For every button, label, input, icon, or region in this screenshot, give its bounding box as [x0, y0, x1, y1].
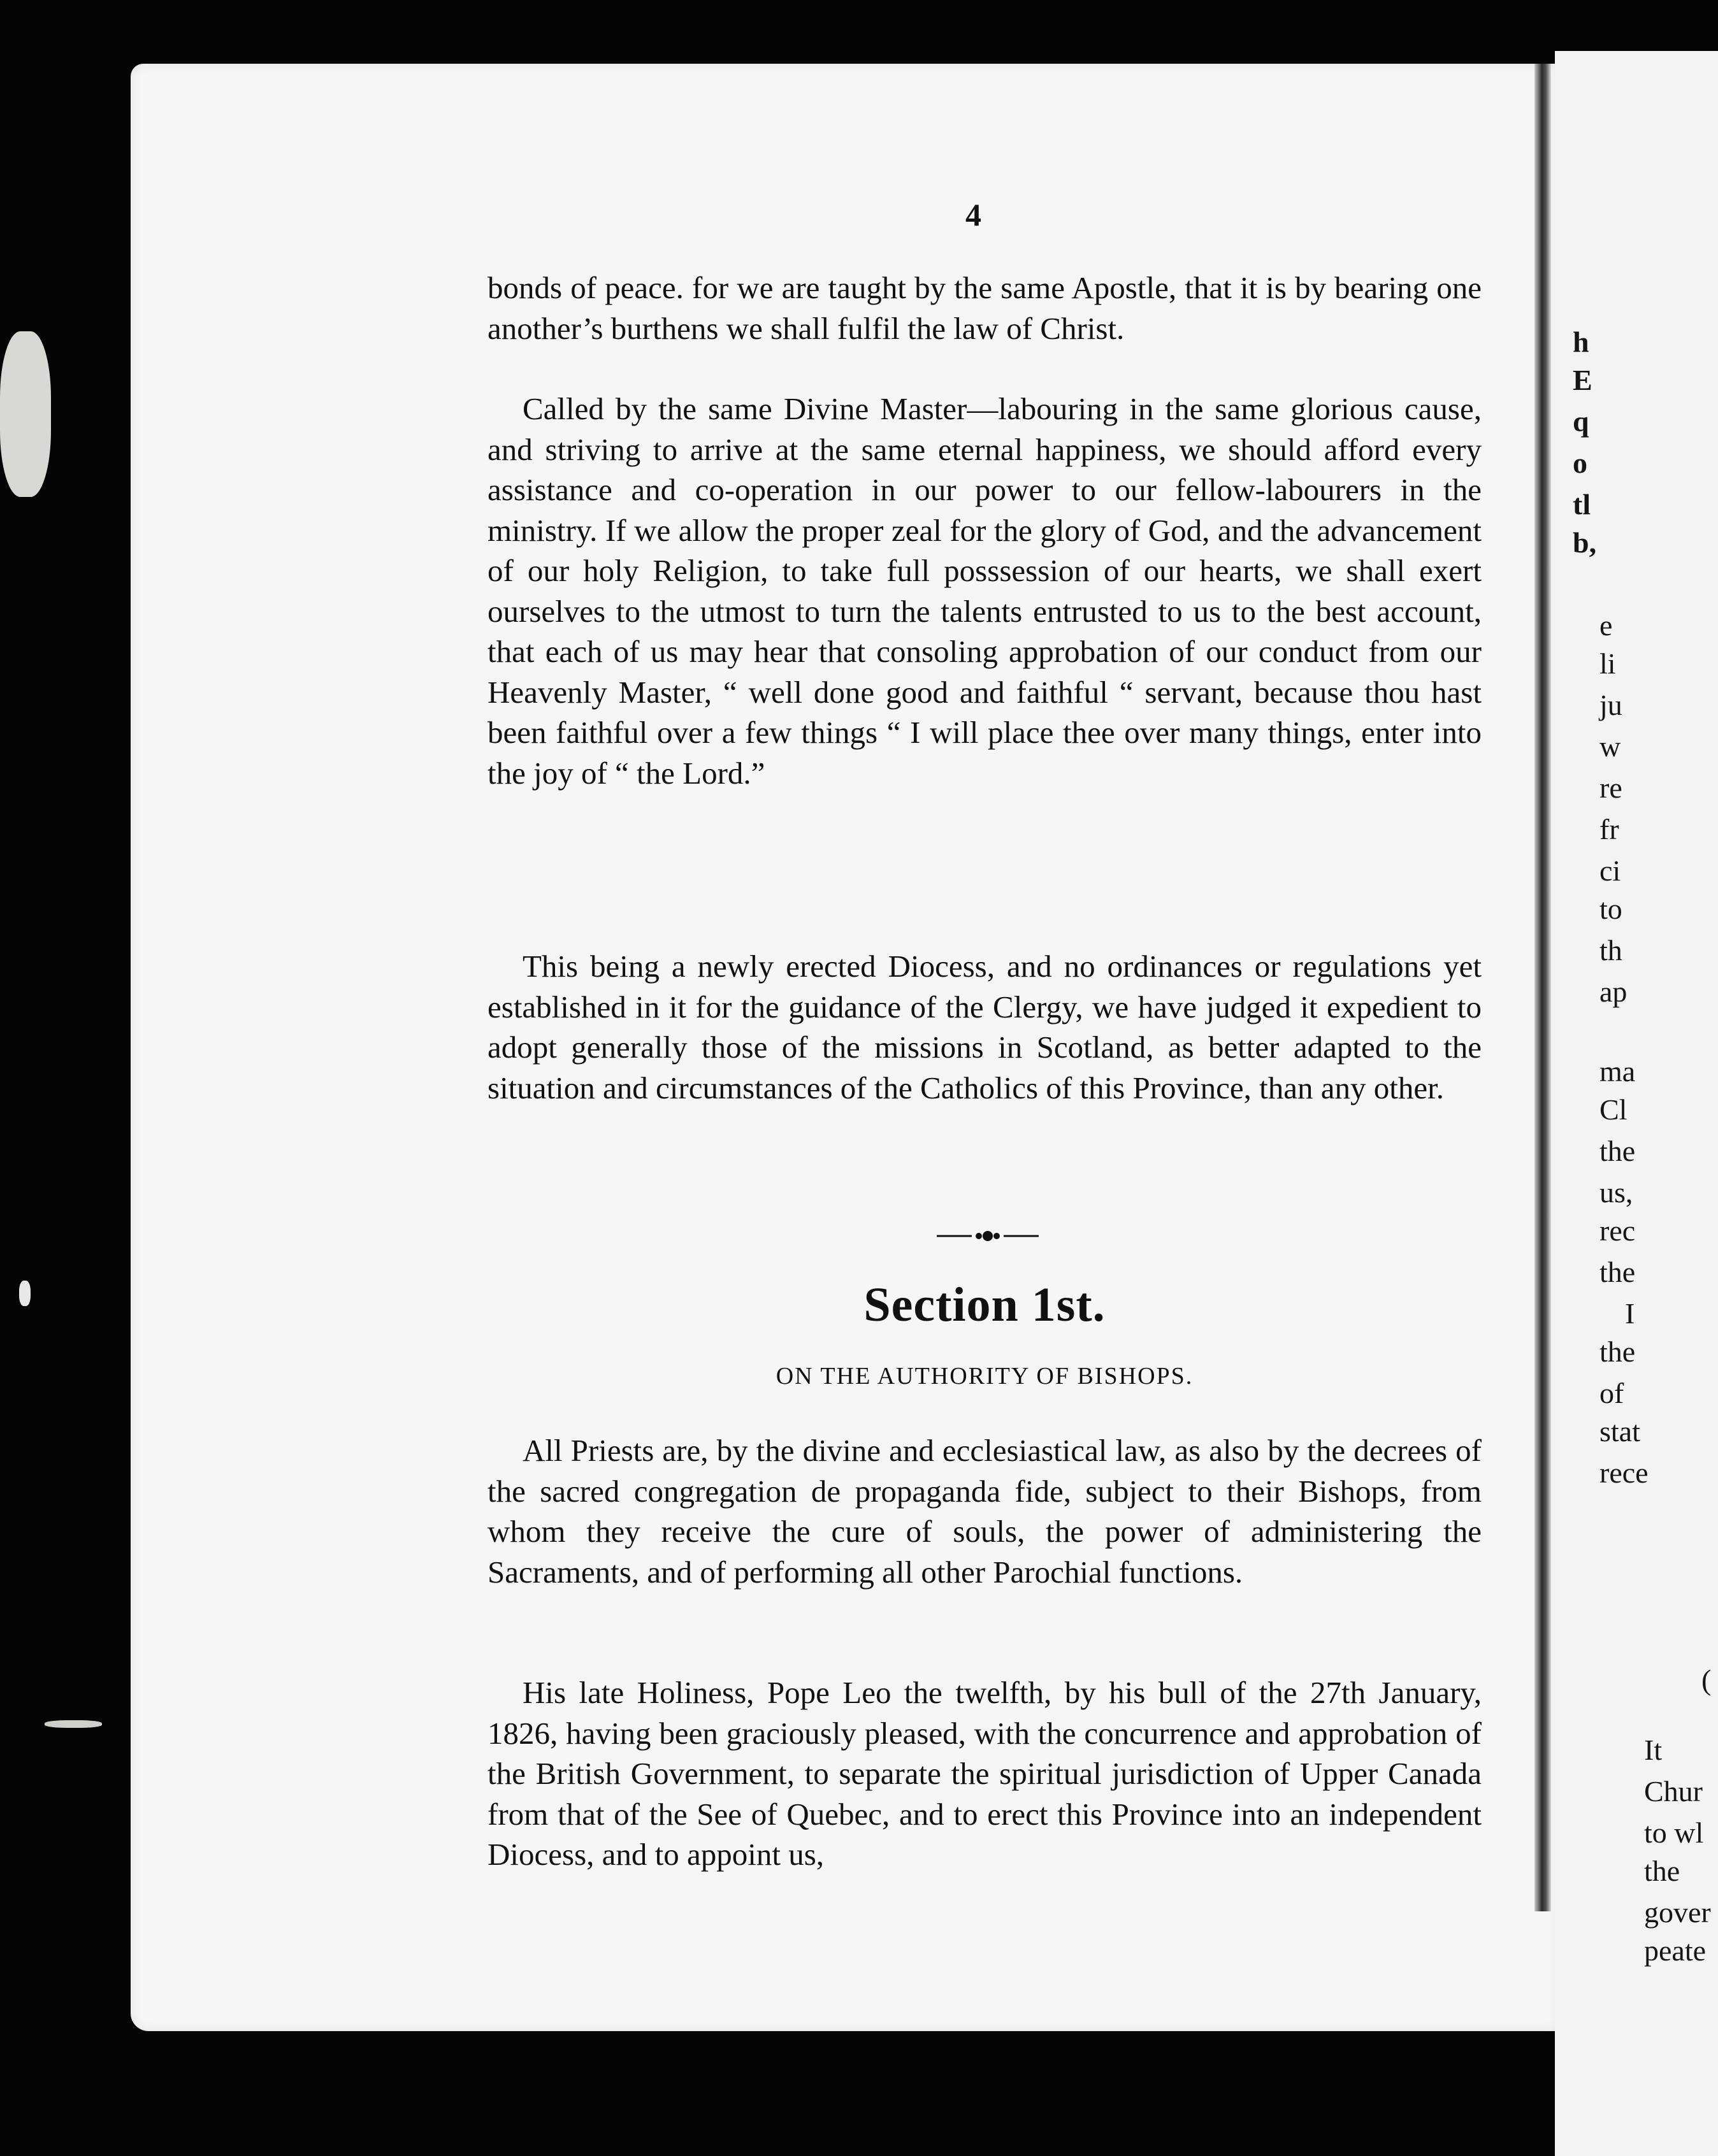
adjacent-text-fragment: peate: [1644, 1934, 1707, 1967]
adjacent-text-fragment: ju: [1599, 689, 1622, 721]
adjacent-text-fragment: li: [1599, 647, 1616, 680]
binding-debris: [0, 331, 51, 497]
paragraph-new-diocess: This being a newly erected Diocess, and no ordinances or regulations yet established in it for the guidance of the Clergy, we have judged it expedient to adopt generally those of the missions in Scotland, as better adapted to the situation and circumstances of the Catholics of this Province, than any other.: [487, 949, 1482, 1105]
adjacent-text-fragment: the: [1644, 1855, 1680, 1887]
adjacent-text-fragment: gover: [1644, 1896, 1711, 1929]
adjacent-text-fragment: the: [1599, 1335, 1636, 1368]
ornament-divider: [937, 1230, 1039, 1242]
page-number: 4: [965, 197, 981, 233]
adjacent-text-fragment: re: [1599, 772, 1622, 804]
adjacent-text-fragment: (: [1701, 1664, 1712, 1696]
adjacent-text-fragment: tl: [1573, 488, 1591, 521]
adjacent-text-fragment: q: [1573, 405, 1589, 438]
adjacent-text-fragment: h: [1573, 326, 1589, 358]
paragraph-called-by: Called by the same Divine Master—labouring in the same glorious cause, and striving to arrive at the same eternal happiness, we should afford every assistance and co-operation in our power to our fellow-labourers in the ministry. If we allow the proper zeal for the glory of God, and the advancement of our holy Religion, to take full posssession of our hearts, we shall exert ourselves to the utmost to turn the talents entrusted to us to the best account, that each of us may hear that consoling approbation of our conduct from our Heavenly Master, “ well done good and faithful “ servant, because thou hast been faithful over a few things “ I will place thee over many things, enter into the joy of “ the Lord.”: [487, 391, 1482, 791]
adjacent-text-fragment: It: [1644, 1734, 1663, 1766]
paragraph-pope-leo: His late Holiness, Pope Leo the twelfth, by his bull of the 27th January, 1826, having been graciously pleased, with the concurrence and approbation of the British Government, to separate the spiritual jurisdiction of Upper Canada from that of the See of Quebec, and to erect this Province into an independent Diocess, and to appoint us,: [487, 1675, 1482, 1872]
adjacent-text-fragment: to wl: [1644, 1816, 1704, 1849]
section-title: Section 1st.: [863, 1278, 1106, 1332]
adjacent-text-fragment: us,: [1599, 1176, 1633, 1209]
adjacent-text-fragment: e: [1599, 609, 1613, 642]
adjacent-text-fragment: o: [1573, 447, 1587, 479]
adjacent-text-fragment: fr: [1599, 813, 1619, 845]
binding-debris: [19, 1281, 31, 1306]
adjacent-text-fragment: w: [1599, 730, 1621, 763]
binding-debris: [45, 1720, 102, 1728]
section-subtitle: ON THE AUTHORITY OF BISHOPS.: [776, 1363, 1194, 1390]
adjacent-text-fragment: Chur: [1644, 1775, 1703, 1807]
adjacent-text-fragment: b,: [1573, 526, 1597, 559]
adjacent-text-fragment: th: [1599, 934, 1622, 967]
adjacent-text-fragment: rece: [1599, 1456, 1649, 1489]
adjacent-text-fragment: ap: [1599, 975, 1628, 1008]
adjacent-text-fragment: rec: [1599, 1214, 1636, 1247]
adjacent-text-fragment: ma: [1599, 1055, 1636, 1088]
adjacent-text-fragment: the: [1599, 1256, 1636, 1288]
adjacent-text-fragment: of: [1599, 1377, 1624, 1409]
book-gutter: [1534, 64, 1551, 1911]
paragraph-all-priests: All Priests are, by the divine and ecclesiastical law, as also by the decrees of the sacred congregation de propaganda fide, subject to their Bishops, from whom they receive the cure of souls, the power of administering the Sacraments, and of performing all other Parochial functions.: [487, 1433, 1482, 1590]
adjacent-text-fragment: Cl: [1599, 1093, 1628, 1126]
adjacent-text-fragment: ci: [1599, 854, 1621, 887]
adjacent-page: [1555, 51, 1718, 2156]
adjacent-text-fragment: stat: [1599, 1415, 1640, 1448]
adjacent-text-fragment: I: [1625, 1297, 1635, 1330]
paragraph-continuation: bonds of peace. for we are taught by the same Apostle, that it is by bearing one another’s burthens we shall fulfil the law of Christ.: [487, 270, 1482, 346]
adjacent-text-fragment: the: [1599, 1135, 1636, 1167]
adjacent-text-fragment: to: [1599, 893, 1622, 925]
adjacent-text-fragment: E: [1573, 364, 1592, 396]
